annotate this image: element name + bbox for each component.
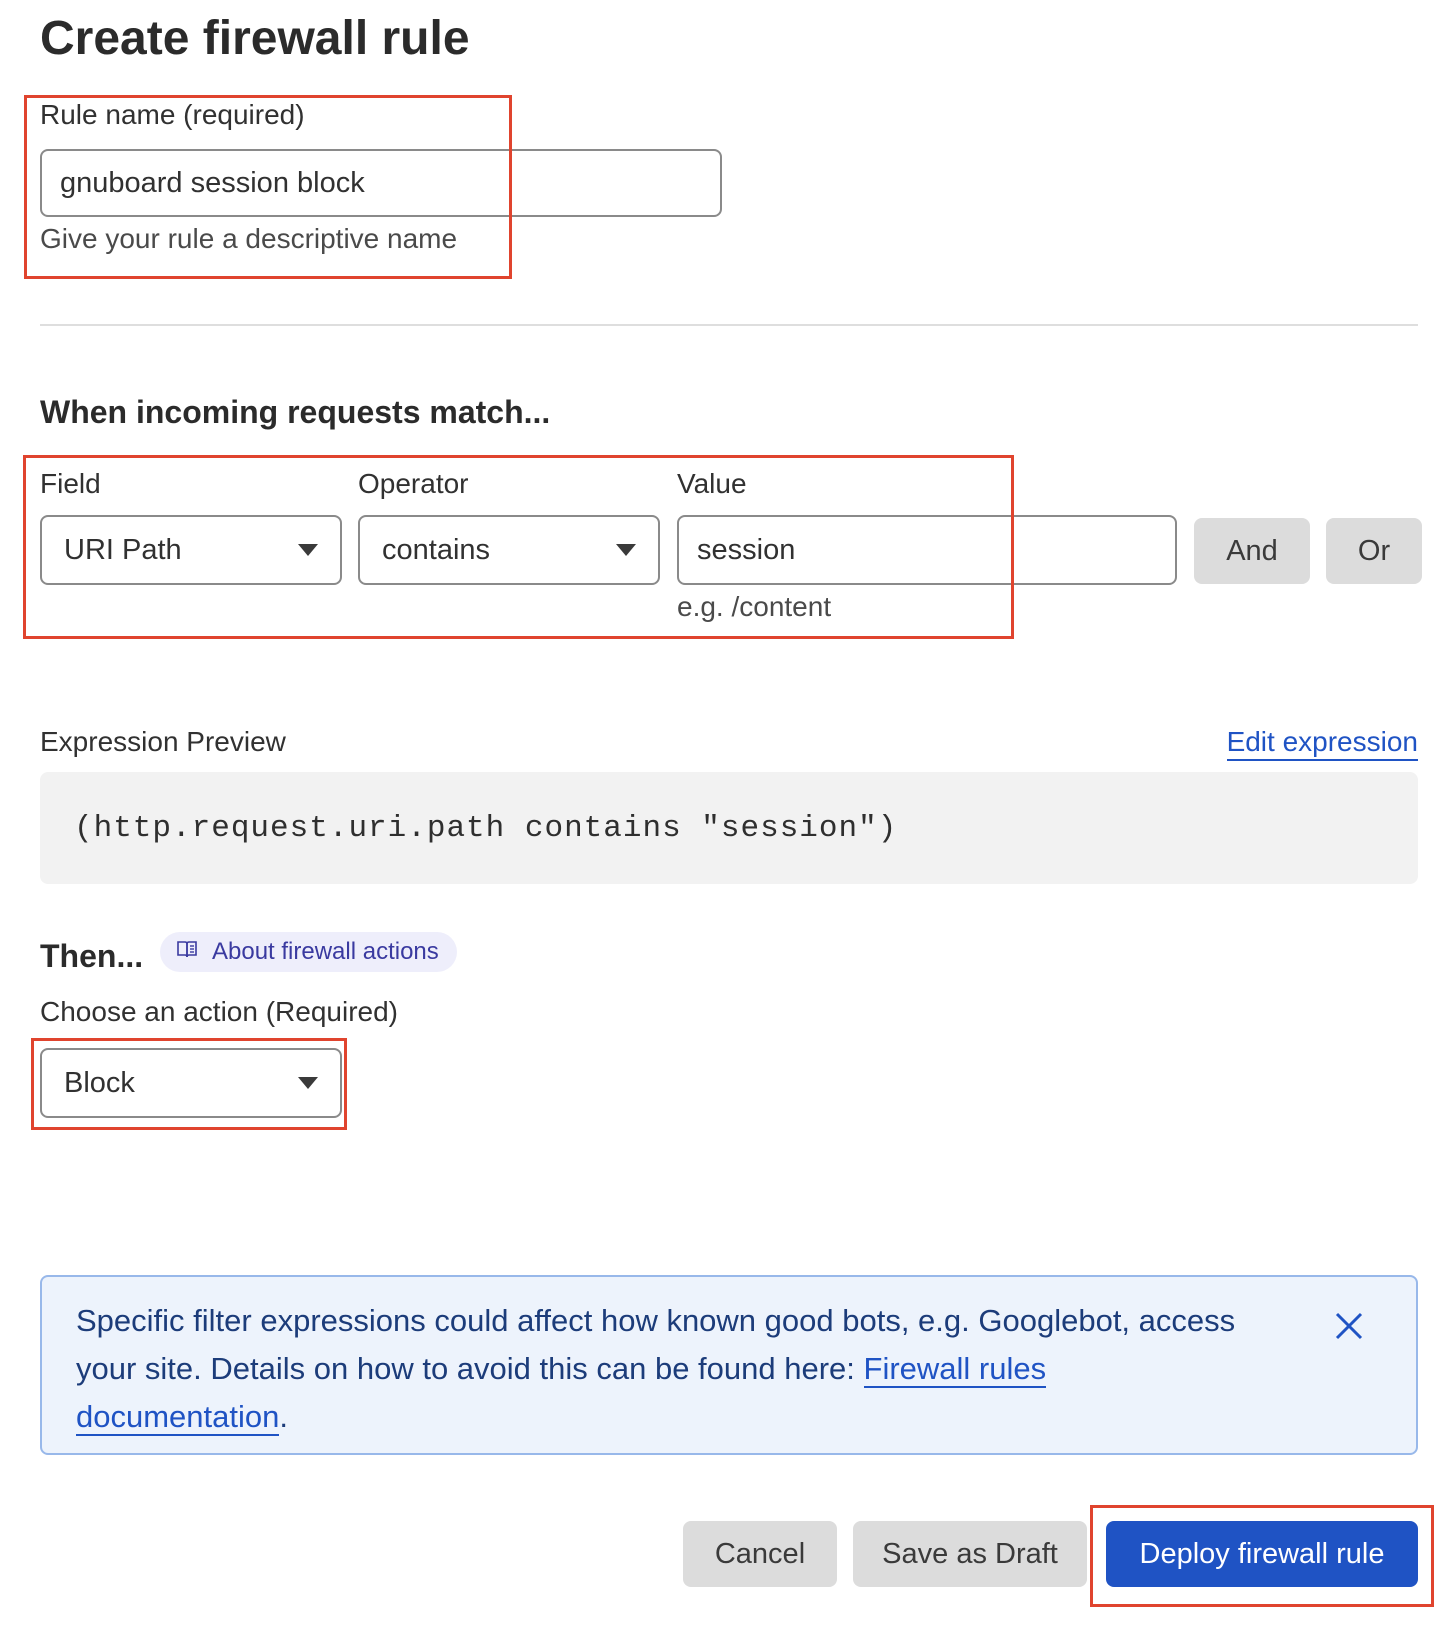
rule-name-value: gnuboard session block	[60, 166, 365, 199]
bots-notice	[40, 1275, 1418, 1455]
book-icon	[176, 938, 198, 966]
about-firewall-actions-link[interactable]	[160, 932, 457, 972]
save-draft-button[interactable]: Save as Draft	[853, 1521, 1087, 1587]
operator-select-value: contains	[382, 533, 491, 566]
match-heading: When incoming requests match...	[40, 394, 551, 430]
close-icon[interactable]	[1332, 1309, 1366, 1343]
about-firewall-actions-label: About firewall actions	[212, 938, 439, 965]
notice-text	[76, 1297, 1256, 1441]
cancel-button[interactable]: Cancel	[683, 1521, 837, 1587]
action-label: Choose an action (Required)	[40, 996, 398, 1027]
deploy-firewall-rule-button[interactable]: Deploy firewall rule	[1106, 1521, 1418, 1587]
rule-name-label: Rule name (required)	[40, 99, 305, 130]
and-button[interactable]: And	[1194, 518, 1310, 584]
then-heading: Then...	[40, 938, 144, 974]
caret-down-icon	[298, 544, 318, 556]
or-button[interactable]: Or	[1326, 518, 1422, 584]
operator-label: Operator	[358, 468, 469, 499]
section-divider	[40, 324, 1418, 326]
value-label: Value	[677, 468, 747, 499]
field-select-value: URI Path	[64, 533, 182, 566]
caret-down-icon	[298, 1077, 318, 1089]
expression-code: (http.request.uri.path contains "session")	[74, 810, 898, 846]
caret-down-icon	[616, 544, 636, 556]
operator-select[interactable]	[358, 515, 660, 585]
rule-name-helper: Give your rule a descriptive name	[40, 223, 458, 254]
firewall-docs-link[interactable]: Firewall rules documentation	[76, 1351, 1047, 1434]
field-label: Field	[40, 468, 101, 499]
rule-name-input[interactable]	[40, 149, 722, 217]
value-helper: e.g. /content	[677, 591, 832, 622]
field-select[interactable]	[40, 515, 342, 585]
action-select-value: Block	[64, 1066, 135, 1099]
value-input-value: session	[697, 533, 796, 566]
expression-label: Expression Preview	[40, 726, 286, 757]
notice-end: .	[279, 1399, 288, 1434]
edit-expression-link[interactable]: Edit expression	[1227, 725, 1418, 761]
expression-preview	[40, 772, 1418, 884]
value-input[interactable]	[677, 515, 1177, 585]
page-title: Create firewall rule	[40, 12, 470, 65]
notice-body: Specific filter expressions could affect how known good bots, e.g. Googlebot, access your site. Details on how to avoid this can be found here:	[76, 1303, 1236, 1386]
action-select[interactable]	[40, 1048, 342, 1118]
